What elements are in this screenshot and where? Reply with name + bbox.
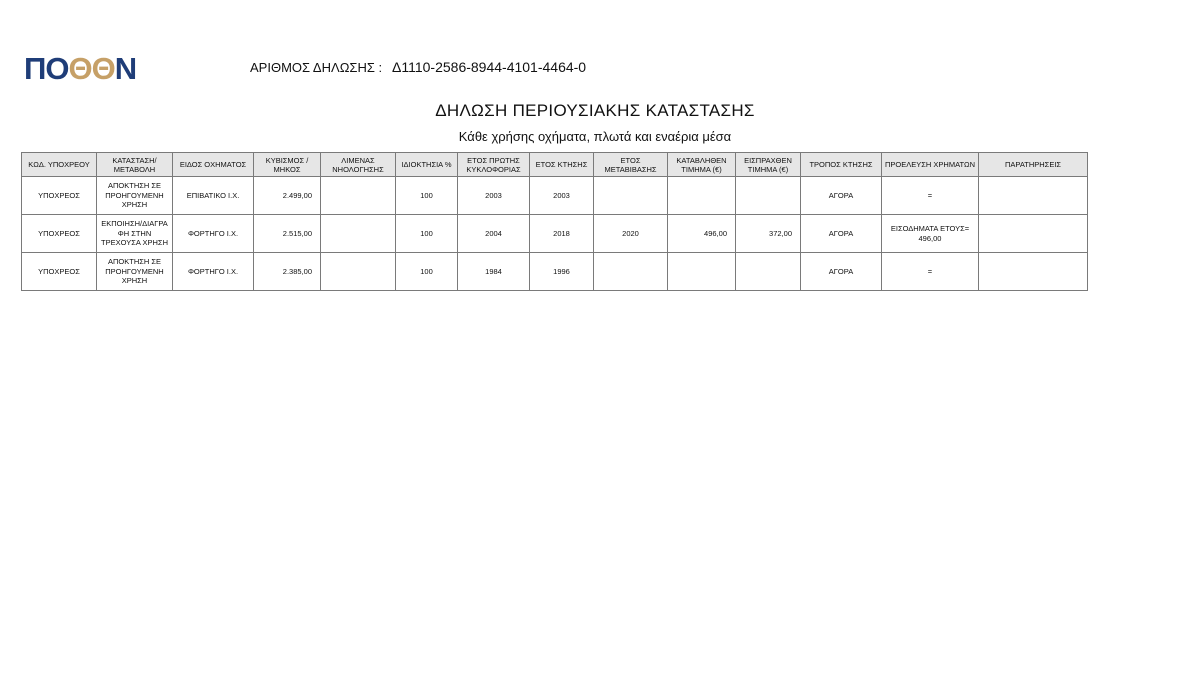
column-header: ΕΙΣΠΡΑΧΘΕΝ ΤΙΜΗΜΑ (€) bbox=[736, 153, 801, 177]
cell-transfer-year: 2020 bbox=[594, 215, 668, 253]
cell-vehicle-type: ΦΟΡΤΗΓΟ Ι.Χ. bbox=[173, 215, 254, 253]
cell-remarks bbox=[979, 253, 1088, 291]
cell-remarks bbox=[979, 177, 1088, 215]
column-header: ΙΔΙΟΚΤΗΣΙΑ % bbox=[396, 153, 458, 177]
cell-acquisition-method: ΑΓΟΡΑ bbox=[801, 215, 882, 253]
declaration-number-label: ΑΡΙΘΜΟΣ ΔΗΛΩΣΗΣ : bbox=[250, 60, 383, 75]
cell-vehicle-type: ΕΠΙΒΑΤΙΚΟ Ι.Χ. bbox=[173, 177, 254, 215]
vehicles-table bbox=[21, 152, 1088, 291]
column-header: ΠΑΡΑΤΗΡΗΣΕΙΣ bbox=[979, 153, 1088, 177]
cell-status: ΕΚΠΟΙΗΣΗ/ΔΙΑΓΡΑ ΦΗ ΣΤΗΝ ΤΡΕΧΟΥΣΑ ΧΡΗΣΗ bbox=[97, 215, 173, 253]
cell-transfer-year bbox=[594, 177, 668, 215]
column-header: ΕΙΔΟΣ ΟΧΗΜΑΤΟΣ bbox=[173, 153, 254, 177]
cell-funds-origin: ΕΙΣΟΔΗΜΑΤΑ ΕΤΟΥΣ= 496,00 bbox=[882, 215, 979, 253]
cell-paid-price bbox=[668, 177, 736, 215]
column-header: ΛΙΜΕΝΑΣ ΝΗΟΛΟΓΗΣΗΣ bbox=[321, 153, 396, 177]
cell-status: ΑΠΟΚΤΗΣΗ ΣΕ ΠΡΟΗΓΟΥΜΕΝΗ ΧΡΗΣΗ bbox=[97, 177, 173, 215]
cell-code: ΥΠΟΧΡΕΟΣ bbox=[22, 215, 97, 253]
cell-acquisition-year: 2018 bbox=[530, 215, 594, 253]
table-header-row bbox=[22, 153, 1088, 177]
cell-port bbox=[321, 253, 396, 291]
cell-acquisition-year: 1996 bbox=[530, 253, 594, 291]
column-header: ΚΩΔ. ΥΠΟΧΡΕΟΥ bbox=[22, 153, 97, 177]
column-header: ΤΡΟΠΟΣ ΚΤΗΣΗΣ bbox=[801, 153, 882, 177]
cell-received-price: 372,00 bbox=[736, 215, 801, 253]
cell-port bbox=[321, 177, 396, 215]
cell-remarks bbox=[979, 215, 1088, 253]
document-subtitle: Κάθε χρήσης οχήματα, πλωτά και εναέρια μέσα bbox=[458, 129, 732, 144]
column-header: ΚΑΤΑΒΛΗΘΕΝ ΤΙΜΗΜΑ (€) bbox=[668, 153, 736, 177]
column-header: ΚΥΒΙΣΜΟΣ / ΜΗΚΟΣ bbox=[254, 153, 321, 177]
pothen-logo bbox=[24, 50, 136, 88]
cell-code: ΥΠΟΧΡΕΟΣ bbox=[22, 177, 97, 215]
cell-transfer-year bbox=[594, 253, 668, 291]
cell-first-circulation: 2003 bbox=[458, 177, 530, 215]
cell-first-circulation: 2004 bbox=[458, 215, 530, 253]
column-header: ΚΑΤΑΣΤΑΣΗ/ ΜΕΤΑΒΟΛΗ bbox=[97, 153, 173, 177]
column-header: ΕΤΟΣ ΚΤΗΣΗΣ bbox=[530, 153, 594, 177]
declaration-number bbox=[250, 59, 586, 75]
column-header: ΠΡΟΕΛΕΥΣΗ ΧΡΗΜΑΤΩΝ bbox=[882, 153, 979, 177]
cell-capacity: 2.385,00 bbox=[254, 253, 321, 291]
cell-acquisition-method: ΑΓΟΡΑ bbox=[801, 177, 882, 215]
cell-capacity: 2.515,00 bbox=[254, 215, 321, 253]
logo-part-2: ΘΘ bbox=[68, 51, 115, 86]
cell-acquisition-year: 2003 bbox=[530, 177, 594, 215]
document-title: ΔΗΛΩΣΗ ΠΕΡΙΟΥΣΙΑΚΗΣ ΚΑΤΑΣΤΑΣΗΣ bbox=[435, 101, 755, 120]
table-row bbox=[22, 253, 1088, 291]
cell-port bbox=[321, 215, 396, 253]
cell-paid-price: 496,00 bbox=[668, 215, 736, 253]
cell-received-price bbox=[736, 253, 801, 291]
cell-ownership: 100 bbox=[396, 177, 458, 215]
logo-part-1: ΠΟ bbox=[24, 51, 69, 86]
declaration-number-value: Δ1110-2586-8944-4101-4464-0 bbox=[392, 59, 587, 75]
logo-part-3: Ν bbox=[114, 51, 137, 86]
cell-funds-origin: = bbox=[882, 177, 979, 215]
cell-code: ΥΠΟΧΡΕΟΣ bbox=[22, 253, 97, 291]
cell-first-circulation: 1984 bbox=[458, 253, 530, 291]
cell-vehicle-type: ΦΟΡΤΗΓΟ Ι.Χ. bbox=[173, 253, 254, 291]
column-header: ΕΤΟΣ ΠΡΩΤΗΣ ΚΥΚΛΟΦΟΡΙΑΣ bbox=[458, 153, 530, 177]
cell-status: ΑΠΟΚΤΗΣΗ ΣΕ ΠΡΟΗΓΟΥΜΕΝΗ ΧΡΗΣΗ bbox=[97, 253, 173, 291]
cell-funds-origin: = bbox=[882, 253, 979, 291]
table-row bbox=[22, 177, 1088, 215]
cell-received-price bbox=[736, 177, 801, 215]
column-header: ΕΤΟΣ ΜΕΤΑΒΙΒΑΣΗΣ bbox=[594, 153, 668, 177]
cell-capacity: 2.499,00 bbox=[254, 177, 321, 215]
cell-acquisition-method: ΑΓΟΡΑ bbox=[801, 253, 882, 291]
cell-ownership: 100 bbox=[396, 215, 458, 253]
cell-ownership: 100 bbox=[396, 253, 458, 291]
table-row bbox=[22, 215, 1088, 253]
cell-paid-price bbox=[668, 253, 736, 291]
